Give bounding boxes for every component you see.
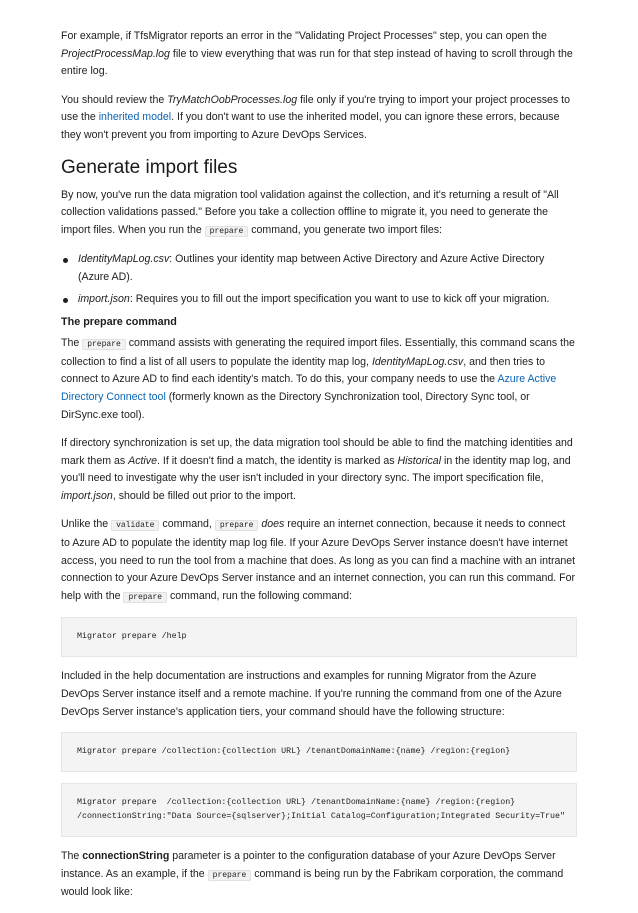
paragraph-directory-sync: If directory synchronization is set up, the data migration tool should be able to find the matching identities and mark them as Active. If it doesn't find a match, the identity is marked as Historical in the identity map log, and you'll need to investigate why the user isn't included in your directory sync. The import specification file, import.json, should be filled out prior to the import. bbox=[61, 437, 573, 502]
inline-code: prepare bbox=[82, 339, 126, 350]
file-name: import.json bbox=[61, 489, 113, 502]
code-block-connection-string[interactable]: Migrator prepare /collection:{collection URL} /tenantDomainName:{name} /region:{region} /connectionString:"Data Source={sqlserver};Initial Catalog=Configuration;Integrated Security=True" bbox=[61, 783, 577, 837]
code-block-structure[interactable]: Migrator prepare /collection:{collection URL} /tenantDomainName:{name} /region:{region} bbox=[61, 732, 577, 772]
inline-code: validate bbox=[111, 520, 159, 531]
emphasis: does bbox=[261, 518, 285, 531]
list-item: import.json: Requires you to fill out the import specification you want to use to kick off your migration. bbox=[78, 291, 577, 309]
file-name: import.json bbox=[78, 292, 130, 305]
paragraph-internet: Unlike the validate command, prepare does require an internet connection, because it needs to connect to Azure AD to populate the identity map log file. If your Azure DevOps Server instance doesn't have internet access, you need to run the tool from a machine that does. As long as you can find a machine with an intranet connection to your Azure DevOps Server instance and an internet connection, you can run this command. For help with the prepare command, run the following command: bbox=[61, 518, 576, 602]
inline-code: prepare bbox=[208, 870, 252, 881]
paragraph-validating-processes: For example, if TfsMigrator reports an error in the "Validating Project Processes" step, you can open the ProjectProcessMap.log file to view everything that was run for that step instead of having to scroll through the entire log. bbox=[61, 30, 573, 78]
paragraph-connection-string: The connectionString parameter is a pointer to the configuration database of your Azure DevOps Server instance. As an example, if the prepare command is being run by the Fabrikam corporation, the command would look like: bbox=[61, 850, 564, 899]
section-heading: Generate import files bbox=[61, 156, 238, 178]
bullet-icon bbox=[63, 258, 68, 263]
parameter-name: connectionString bbox=[82, 850, 170, 863]
list-item: IdentityMapLog.csv: Outlines your identity map between Active Directory and Azure Active Directory (Azure AD). bbox=[78, 251, 577, 286]
status-term: Active bbox=[128, 454, 157, 467]
inline-code: prepare bbox=[215, 520, 259, 531]
inline-code: prepare bbox=[123, 592, 167, 603]
subsection-heading: The prepare command bbox=[61, 316, 177, 329]
file-name: IdentityMapLog.csv bbox=[78, 253, 170, 266]
file-name: TryMatchOobProcesses.log bbox=[167, 93, 298, 106]
aad-connect-link[interactable]: Azure Active Directory Connect tool bbox=[61, 373, 557, 403]
status-term: Historical bbox=[397, 454, 442, 467]
inline-code: prepare bbox=[205, 226, 249, 237]
inherited-model-link[interactable]: inherited model bbox=[98, 111, 172, 124]
file-name: IdentityMapLog.csv bbox=[371, 355, 464, 368]
paragraph-prepare: The prepare command assists with generating the required import files. Essentially, this command scans the collection to find a list of all users to populate the identity map log, IdentityMapLog.csv, and then tries to connect to Azure AD to find each identity's match. To do this, your company needs to use the Azure Active Directory Connect tool (formerly known as the Directory Synchronization tool, Directory Sync tool, or DirSync.exe tool). bbox=[61, 337, 575, 421]
paragraph-help-docs: Included in the help documentation are instructions and examples for running Migrator from the Azure DevOps Server instance itself and a remote machine. If you're running the command from one of the Azure DevOps Server instance's application tiers, your command should have the following structure: bbox=[61, 670, 562, 718]
paragraph-review-processes: You should review the TryMatchOobProcesses.log file only if you're trying to import your project processes to use the inherited model. If you don't want to use the inherited model, you can ignore these errors, because they won't prevent you from importing to Azure DevOps Services. bbox=[61, 93, 571, 141]
bullet-icon bbox=[63, 298, 68, 303]
paragraph-intro: By now, you've run the data migration tool validation against the collection, and it's returning a result of "All collection validations passed." Before you take a collection offline to migrate it, you need to generate the import files. When you run the prepare command, you generate two import files: bbox=[61, 188, 559, 236]
document-page bbox=[61, 28, 577, 913]
file-name: ProjectProcessMap.log bbox=[61, 47, 170, 60]
import-files-list bbox=[61, 251, 577, 308]
code-block-help[interactable]: Migrator prepare /help bbox=[61, 617, 577, 657]
